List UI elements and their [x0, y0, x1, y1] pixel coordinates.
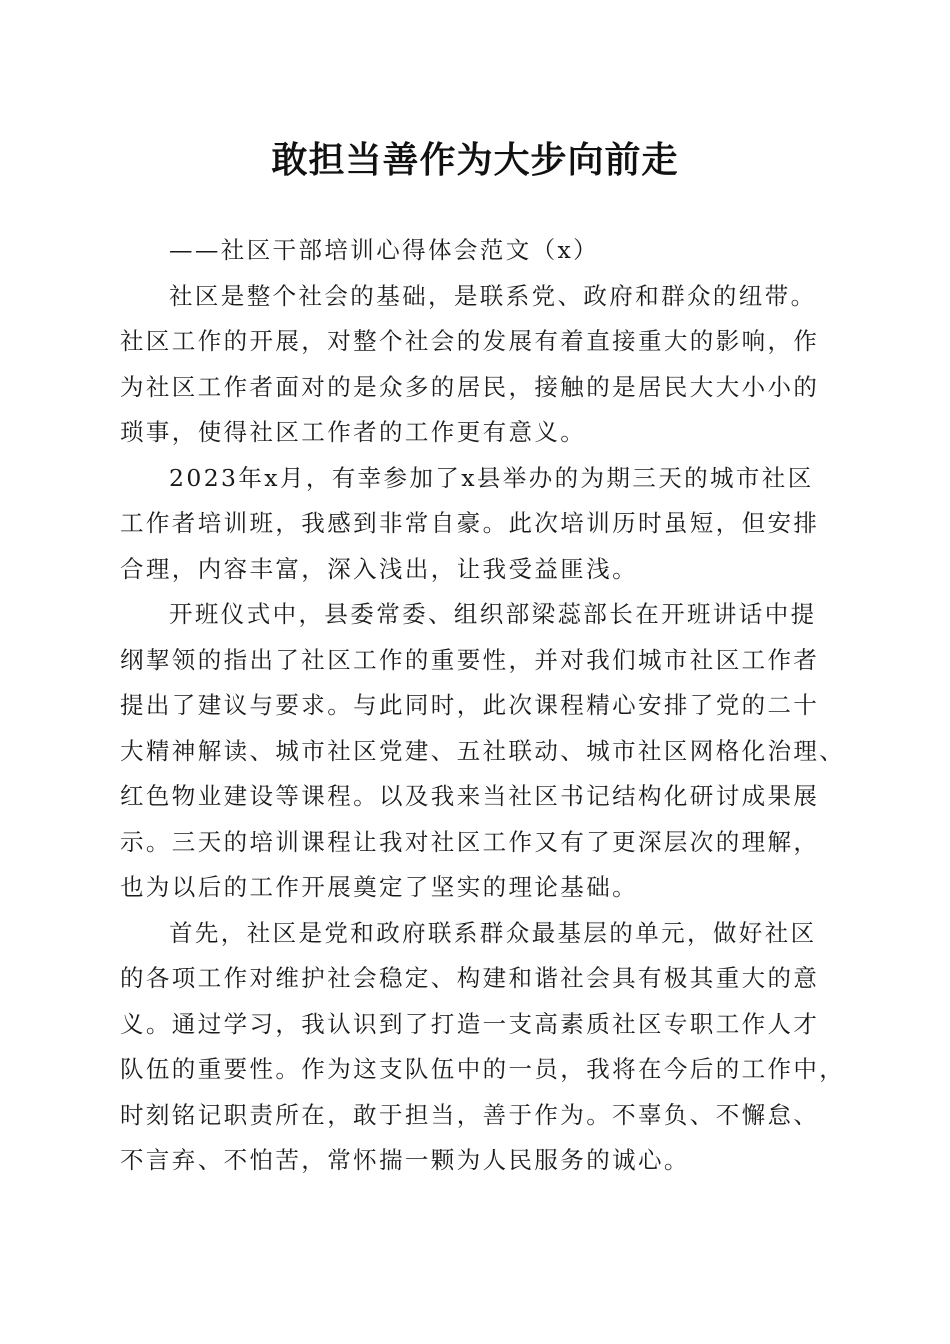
paragraph-line: 提出了建议与要求。与此同时，此次课程精心安排了党的二十 — [120, 691, 820, 719]
subtitle-line: ——社区干部培训心得体会范文（x） — [169, 236, 600, 264]
paragraph-line: 为社区工作者面对的是众多的居民，接触的是居民大大小小的 — [120, 372, 820, 401]
paragraph-line: 开班仪式中，县委常委、组织部梁蕊部长在开班讲话中提 — [169, 600, 817, 628]
paragraph-line: 时刻铭记职责所在，敢于担当，善于作为。不辜负、不懈怠、 — [120, 1100, 820, 1129]
paragraph-line: 社区工作的开展，对整个社会的发展有着直接重大的影响，作 — [120, 327, 820, 355]
paragraph-line: 的各项工作对维护社会稳定、构建和谐社会具有极其重大的意 — [120, 964, 820, 992]
document-title: 敢担当善作为大步向前走 — [271, 139, 679, 181]
paragraph-line: 示。三天的培训课程让我对社区工作又有了更深层次的理解， — [120, 827, 820, 856]
paragraph-line: 义。通过学习，我认识到了打造一支高素质社区专职工作人才 — [120, 1009, 820, 1038]
paragraph-line: 工作者培训班，我感到非常自豪。此次培训历时虽短，但安排 — [120, 509, 820, 537]
paragraph-line: 不言弃、不怕苦，常怀揣一颗为人民服务的诚心。 — [120, 1146, 690, 1174]
paragraph-line: 琐事，使得社区工作者的工作更有意义。 — [120, 418, 587, 446]
paragraph-line: 社区是整个社会的基础，是联系党、政府和群众的纽带。 — [169, 281, 817, 310]
paragraph-line: 也为以后的工作开展奠定了坚实的理论基础。 — [120, 873, 638, 901]
paragraph-line: 2023年x月，有幸参加了x县举办的为期三天的城市社区 — [169, 463, 814, 492]
paragraph-line: 合理，内容丰富，深入浅出，让我受益匪浅。 — [120, 554, 638, 583]
paragraph-line: 首先，社区是党和政府联系群众最基层的单元，做好社区 — [169, 918, 817, 947]
document-body — [120, 228, 846, 1184]
paragraph-line: 纲挈领的指出了社区工作的重要性，并对我们城市社区工作者 — [120, 645, 820, 674]
paragraph-line: 大精神解读、城市社区党建、五社联动、城市社区网格化治理、 — [120, 736, 846, 765]
paragraph-line: 队伍的重要性。作为这支队伍中的一员，我将在今后的工作中， — [120, 1055, 846, 1083]
paragraph-line: 红色物业建设等课程。以及我来当社区书记结构化研讨成果展 — [120, 782, 820, 810]
